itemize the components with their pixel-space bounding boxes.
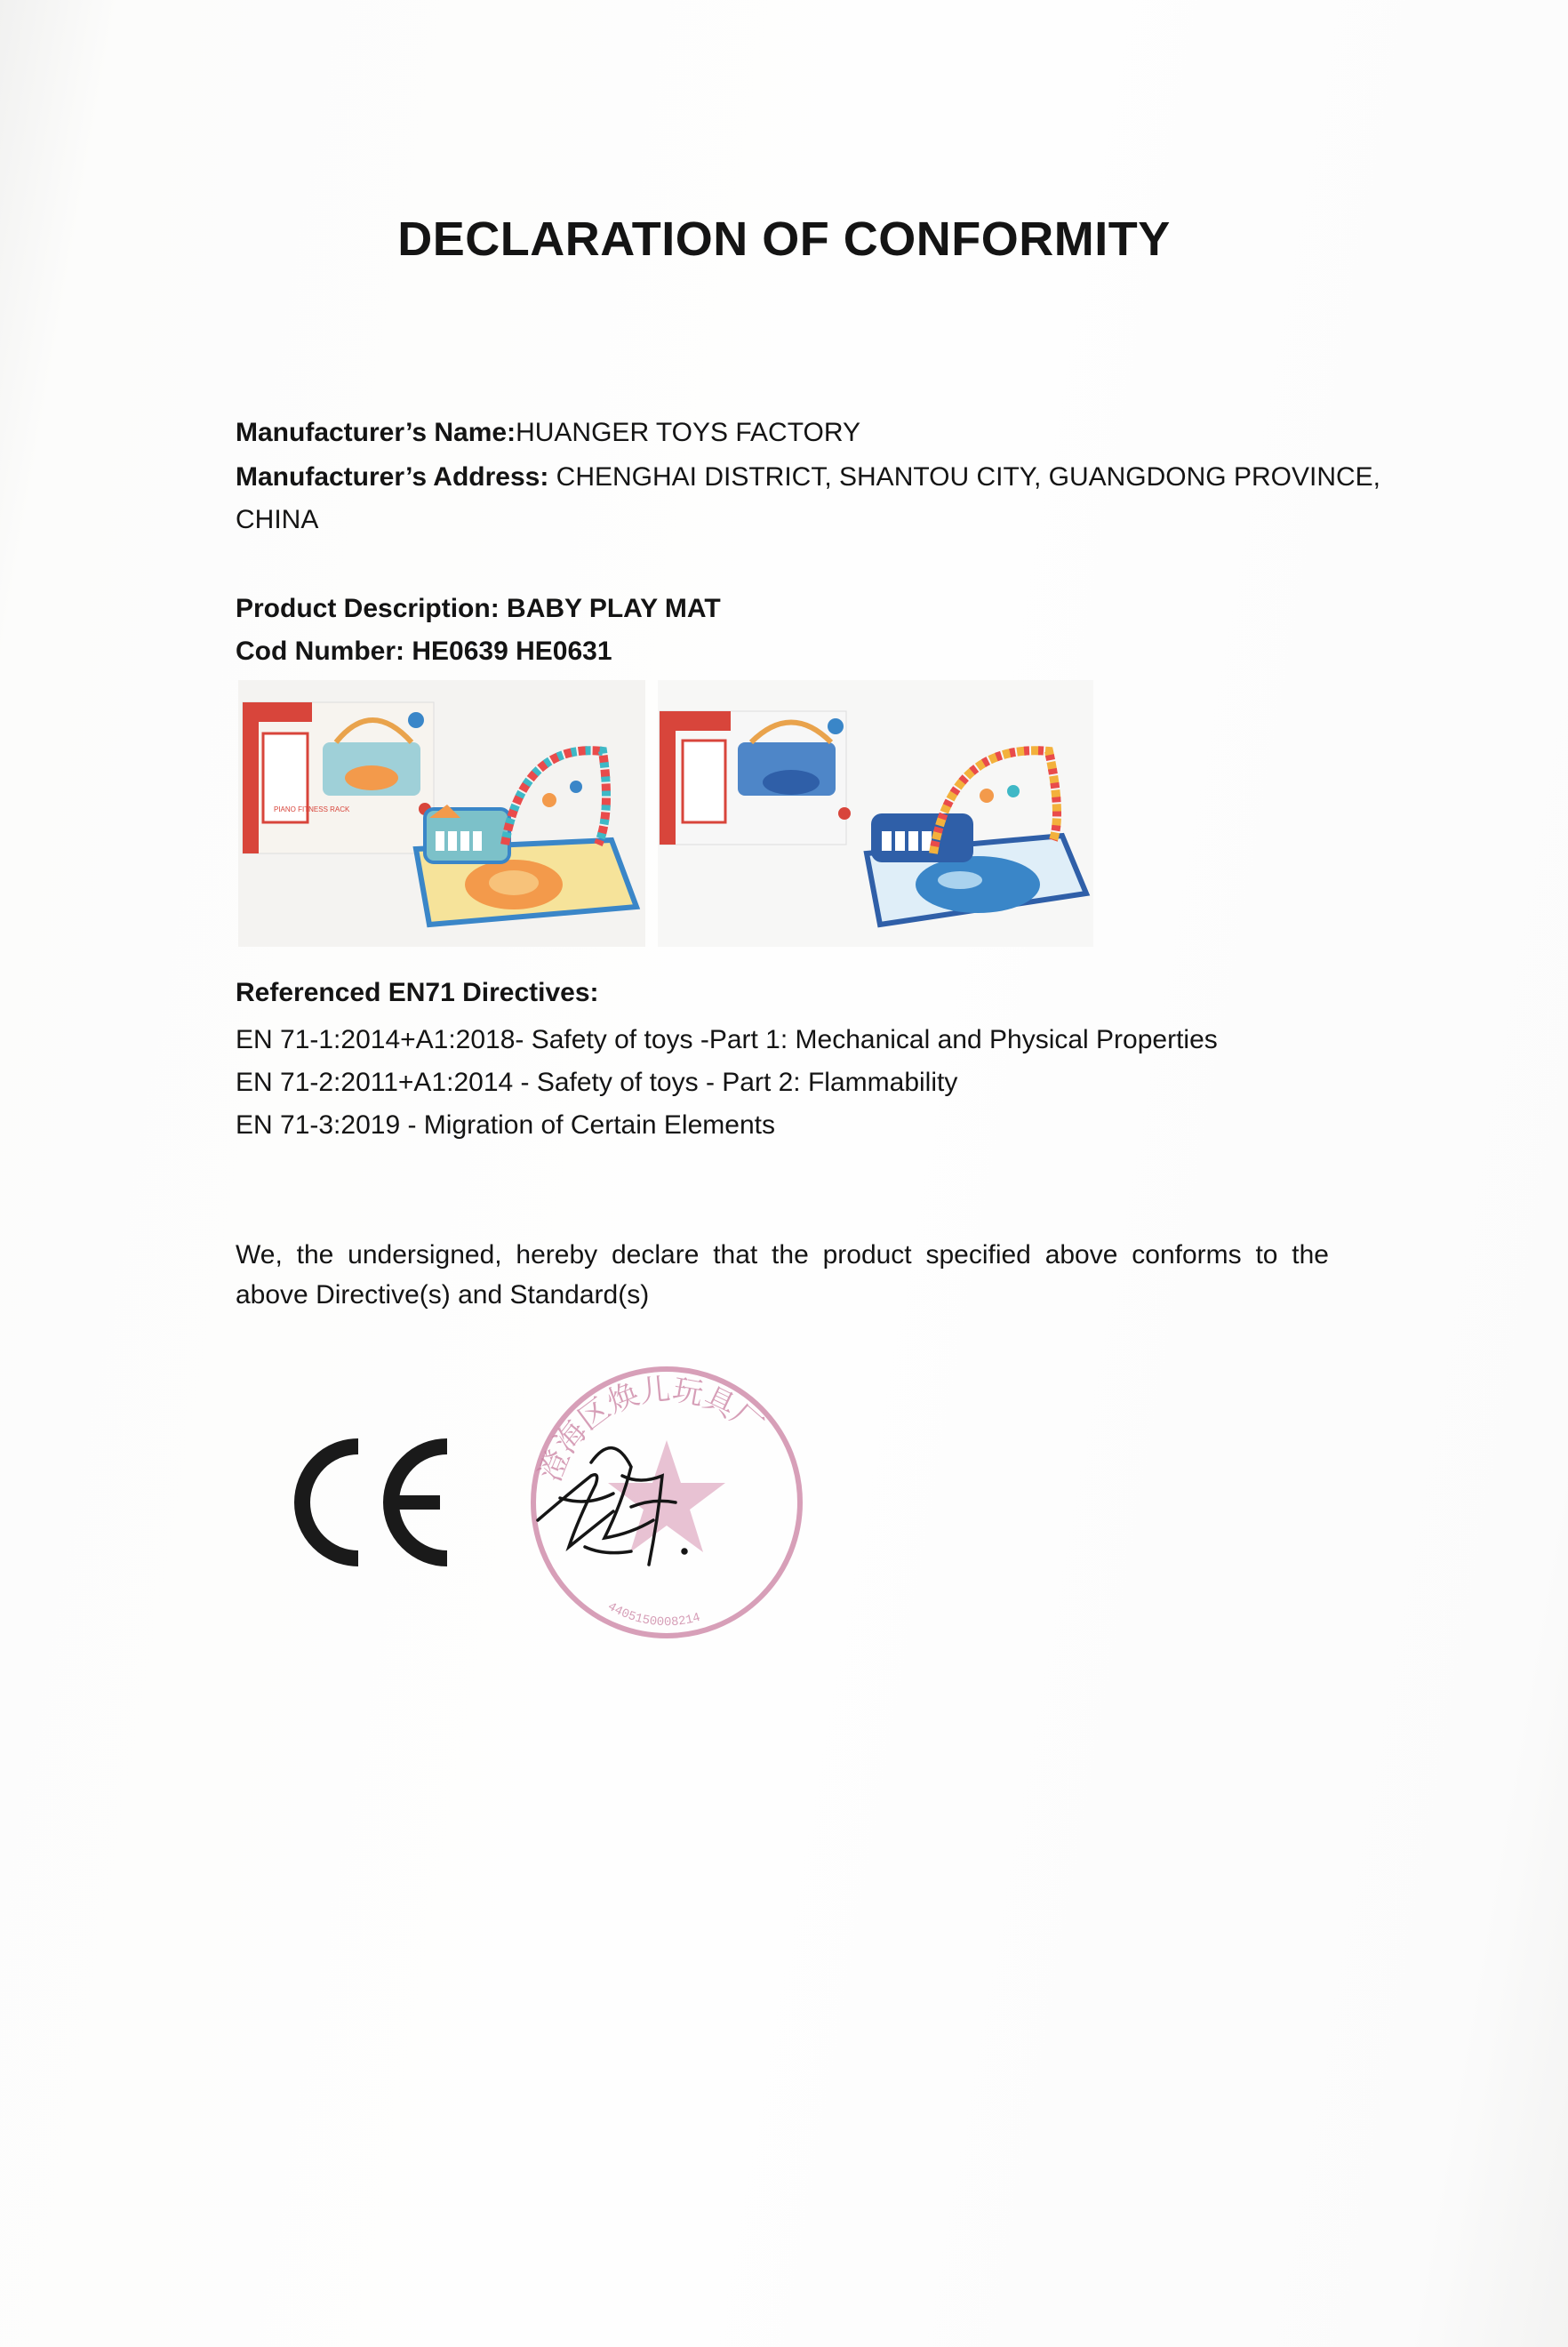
product-image-he0639 — [238, 680, 645, 947]
directive-item-en71-1: EN 71-1:2014+A1:2018- Safety of toys -Part 1: Mechanical and Physical Properties — [236, 1025, 1218, 1054]
declaration-text-line2: above Directive(s) and Standard(s) — [236, 1280, 650, 1310]
product-description-value: BABY PLAY MAT — [507, 594, 721, 623]
manufacturer-address-row — [236, 462, 1380, 493]
product-description-label: Product Description: — [236, 594, 500, 623]
product-description-row — [236, 594, 721, 624]
document-title: DECLARATION OF CONFORMITY — [397, 212, 1171, 266]
manufacturer-name-value: HUANGER TOYS FACTORY — [516, 418, 860, 447]
manufacturer-address-line1: CHENGHAI DISTRICT, SHANTOU CITY, GUANGDONG PROVINCE, — [556, 462, 1380, 492]
box-label: PIANO FITNESS RACK — [274, 805, 350, 813]
ce-mark — [289, 1436, 458, 1574]
stamp-number: 4405150008214 — [604, 1599, 702, 1630]
directive-item-en71-3: EN 71-3:2019 - Migration of Certain Elements — [236, 1110, 775, 1140]
declaration-text-line1: We, the undersigned, hereby declare that the product specified above conforms to the — [236, 1240, 1329, 1270]
manufacturer-address-label: Manufacturer’s Address: — [236, 462, 549, 492]
company-stamp — [507, 1342, 827, 1667]
directive-item-en71-2: EN 71-2:2011+A1:2014 - Safety of toys - Part 2: Flammability — [236, 1068, 958, 1097]
manufacturer-name-row — [236, 418, 860, 448]
cod-number-label: Cod Number: — [236, 637, 404, 666]
cod-number-value: HE0639 HE0631 — [412, 637, 612, 666]
cod-number-row — [236, 637, 612, 667]
stamp-company-name: 澄海区焕儿玩具厂 — [532, 1372, 770, 1486]
directives-heading: Referenced EN71 Directives: — [236, 978, 599, 1007]
product-image-he0631 — [658, 680, 1093, 947]
manufacturer-address-line2: CHINA — [236, 505, 319, 534]
manufacturer-name-label: Manufacturer’s Name: — [236, 418, 516, 447]
